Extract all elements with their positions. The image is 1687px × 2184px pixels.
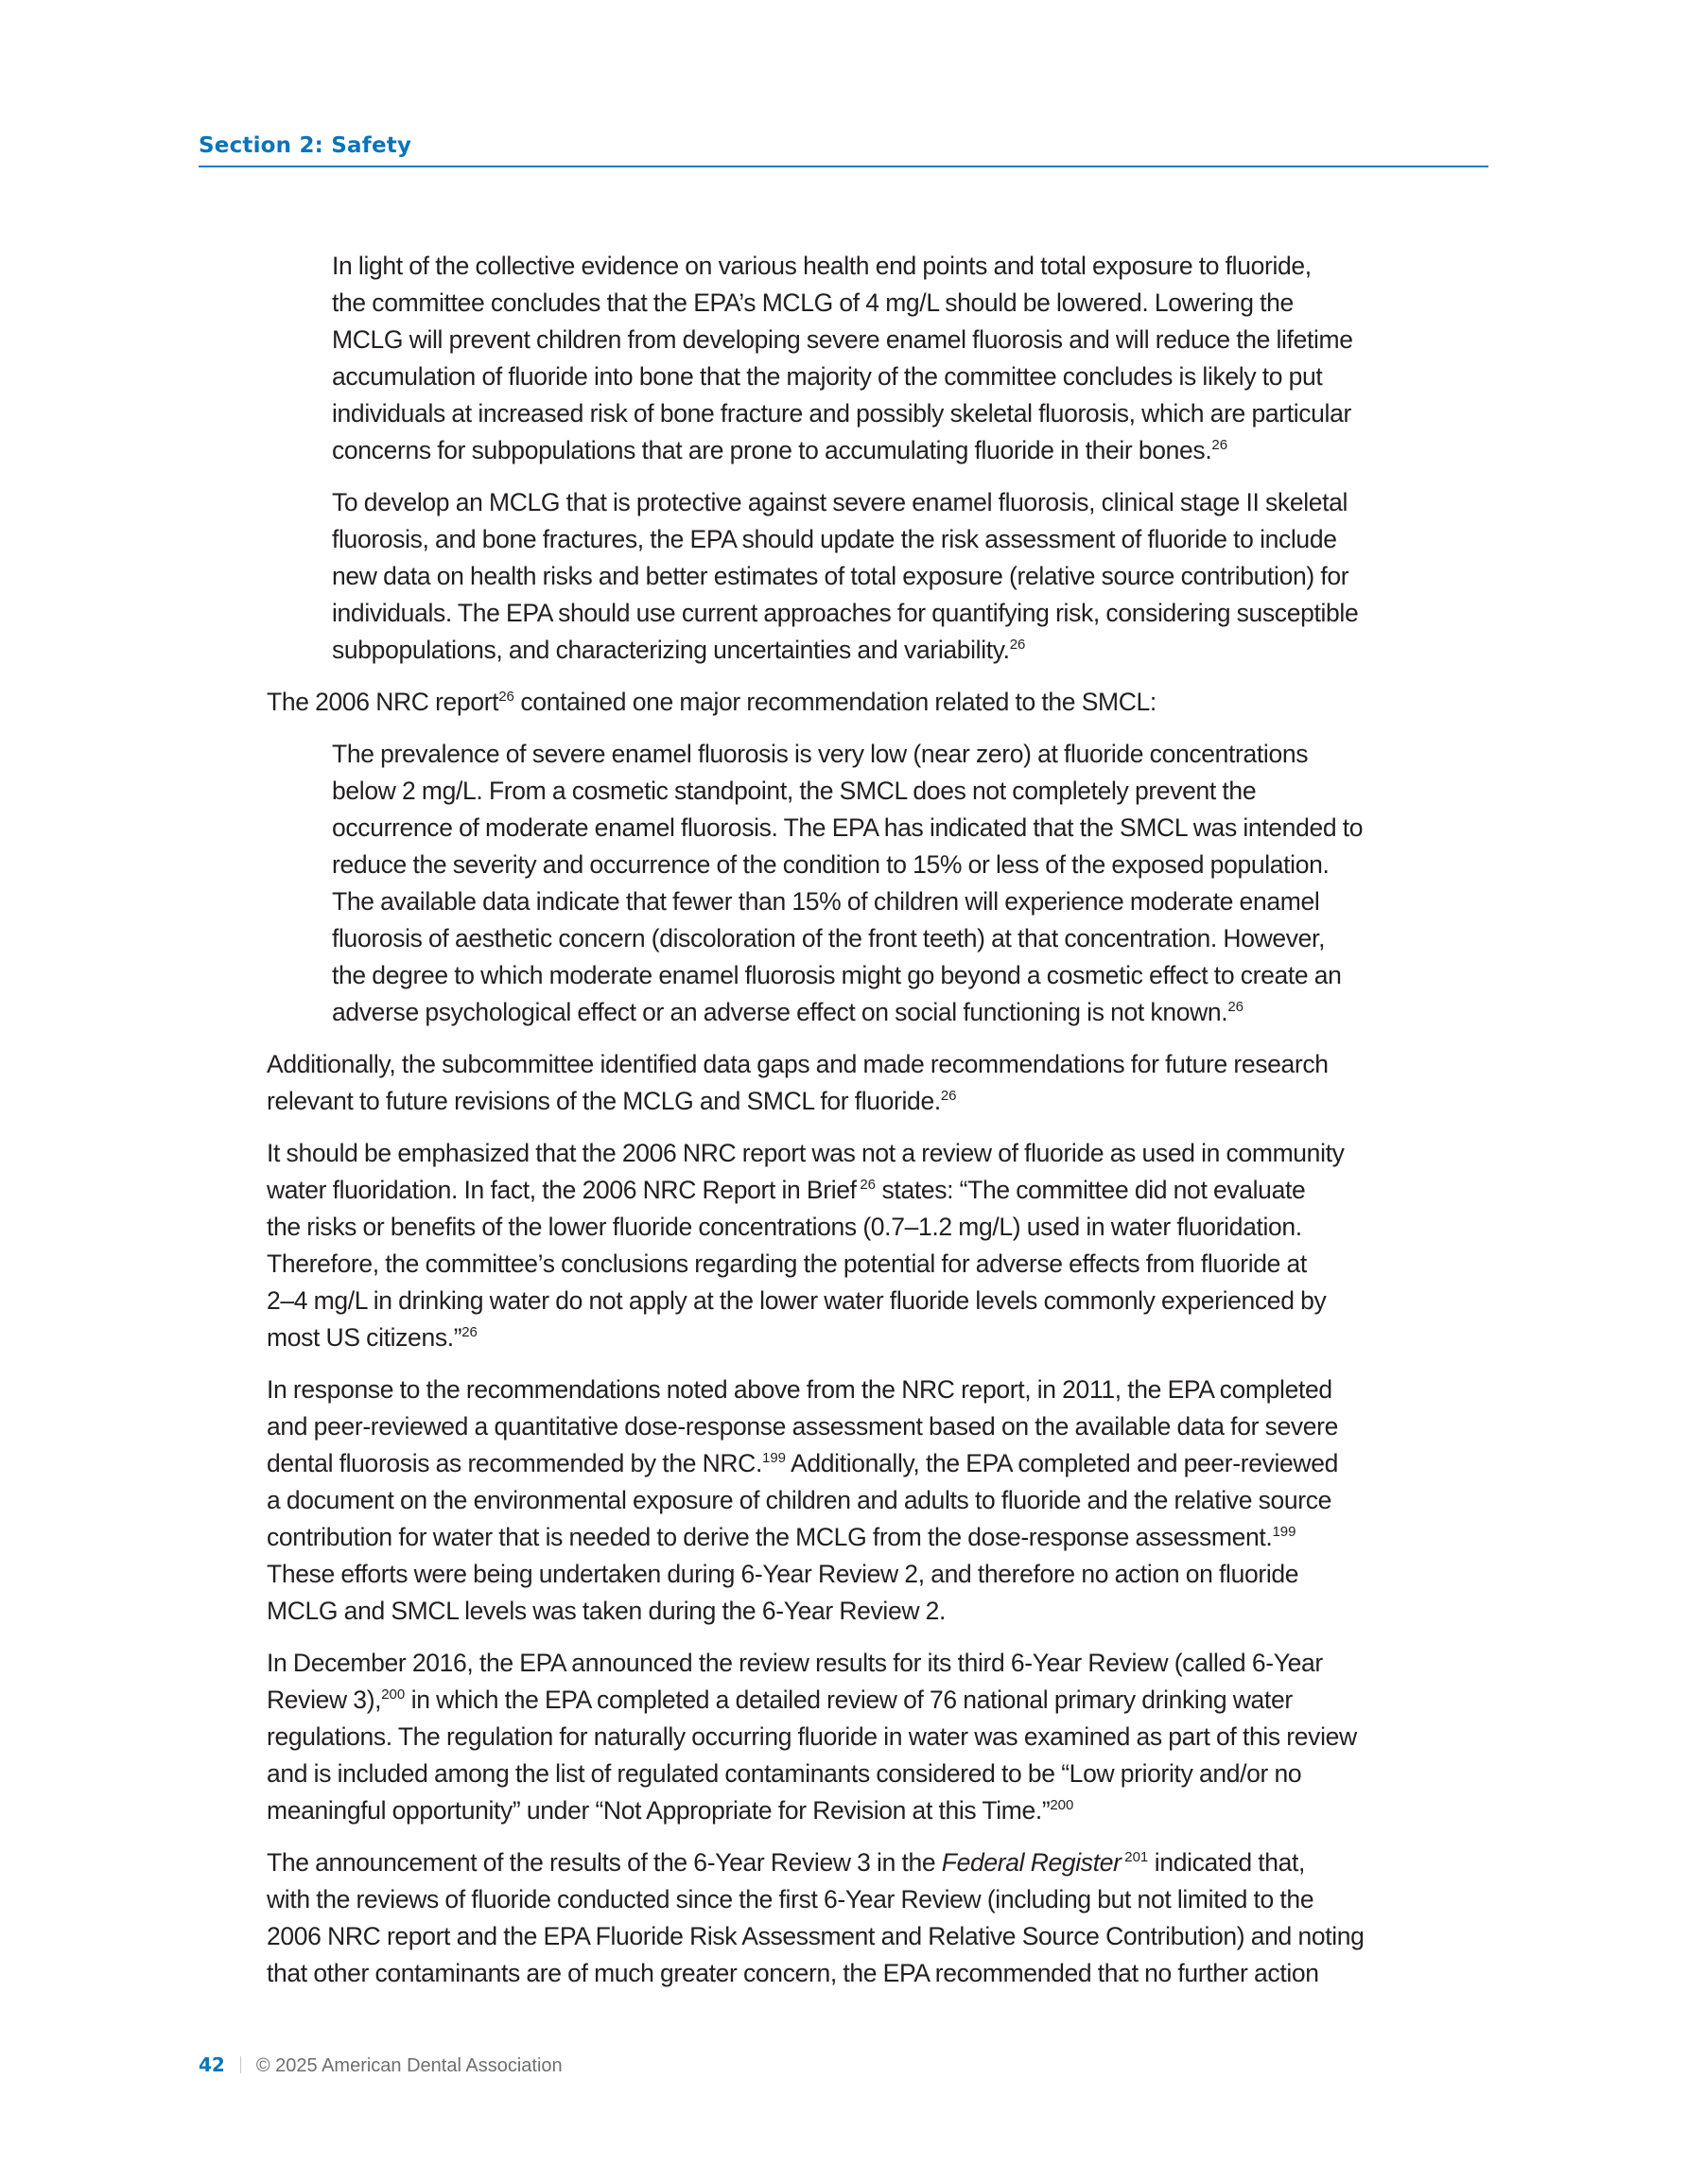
text-segment: states: “The committee did not evaluate <box>876 1176 1306 1204</box>
italic-text: Federal Register <box>941 1848 1122 1877</box>
text-segment: Additionally, the EPA completed and peer-reviewed <box>786 1449 1338 1477</box>
text-line <box>332 773 1487 810</box>
body-paragraph <box>267 1135 1487 1356</box>
block-quote <box>332 484 1487 669</box>
text-line <box>267 1482 1487 1519</box>
text-segment: In light of the collective evidence on various health end points and total exposure to fluoride, <box>332 252 1312 280</box>
citation-superscript: 26 <box>940 1088 957 1104</box>
body-paragraph <box>267 1372 1487 1630</box>
text-segment: MCLG and SMCL levels was taken during the 6-Year Review 2. <box>267 1597 947 1625</box>
text-line <box>267 1844 1487 1881</box>
text-segment: In December 2016, the EPA announced the review results for its third 6-Year Review (called 6-Year <box>267 1649 1323 1677</box>
text-segment: the committee concludes that the EPA’s MCLG of 4 mg/L should be lowered. Lowering the <box>332 288 1294 317</box>
text-line <box>267 1719 1487 1756</box>
text-segment: individuals at increased risk of bone fracture and possibly skeletal fluorosis, which are particular <box>332 399 1351 428</box>
text-segment: These efforts were being undertaken during 6-Year Review 2, and therefore no action on fluoride <box>267 1560 1299 1588</box>
text-line <box>332 248 1487 285</box>
text-segment: MCLG will prevent children from developing severe enamel fluorosis and will reduce the lifetime <box>332 325 1353 354</box>
text-segment: The 2006 NRC report <box>267 688 499 716</box>
text-line <box>332 810 1487 847</box>
citation-superscript: 26 <box>1009 637 1026 653</box>
text-line <box>267 1046 1487 1083</box>
page-footer <box>199 2053 563 2078</box>
text-segment: In response to the recommendations noted above from the NRC report, in 2011, the EPA completed <box>267 1375 1332 1404</box>
text-line <box>332 632 1487 669</box>
text-segment: reduce the severity and occurrence of the condition to 15% or less of the exposed population. <box>332 850 1330 879</box>
citation-superscript: 200 <box>1050 1797 1074 1813</box>
text-line <box>332 432 1487 469</box>
text-line <box>267 1283 1487 1319</box>
text-line <box>267 684 1487 721</box>
body-paragraph <box>267 1046 1487 1120</box>
text-line <box>267 1881 1487 1918</box>
page-number: 42 <box>199 2053 225 2076</box>
citation-superscript: 200 <box>381 1686 406 1703</box>
text-line <box>267 1445 1487 1482</box>
text-segment: The available data indicate that fewer than 15% of children will experience moderate enamel <box>332 887 1320 916</box>
document-body <box>267 248 1487 2007</box>
text-segment: individuals. The EPA should use current approaches for quantifying risk, considering susceptible <box>332 599 1359 627</box>
text-segment: adverse psychological effect or an adverse effect on social functioning is not known. <box>332 998 1228 1026</box>
text-segment: 2006 NRC report and the EPA Fluoride Risk Assessment and Relative Source Contribution) and noting <box>267 1922 1365 1950</box>
text-line <box>267 1918 1487 1955</box>
text-line <box>267 1756 1487 1792</box>
text-line <box>332 285 1487 322</box>
text-line <box>332 484 1487 521</box>
body-paragraph <box>267 1844 1487 1992</box>
text-line <box>267 1792 1487 1829</box>
text-line <box>332 358 1487 395</box>
text-line <box>332 847 1487 883</box>
text-segment: meaningful opportunity” under “Not Appropriate for Revision at this Time.” <box>267 1796 1051 1825</box>
text-segment: that other contaminants are of much greater concern, the EPA recommended that no further action <box>267 1959 1319 1987</box>
text-line <box>267 1372 1487 1408</box>
citation-superscript: 26 <box>1227 999 1244 1015</box>
text-segment: dental fluorosis as recommended by the NRC. <box>267 1449 762 1477</box>
text-line <box>332 595 1487 632</box>
section-title: Section 2: Safety <box>199 133 412 158</box>
copyright-text: © 2025 American Dental Association <box>255 2055 563 2076</box>
header-divider <box>199 166 1488 167</box>
text-line <box>332 883 1487 920</box>
citation-superscript: 199 <box>761 1450 787 1466</box>
text-segment: with the reviews of fluoride conducted since the first 6-Year Review (including but not limited to the <box>267 1885 1314 1913</box>
text-segment: below 2 mg/L. From a cosmetic standpoint, the SMCL does not completely prevent the <box>332 777 1257 805</box>
text-segment: indicated that, <box>1148 1848 1306 1877</box>
citation-superscript: 26 <box>498 689 514 705</box>
text-segment: accumulation of fluoride into bone that the majority of the committee concludes is likely to put <box>332 362 1323 391</box>
text-segment: 2–4 mg/L in drinking water do not apply at the lower water fluoride levels commonly experienced by <box>267 1286 1327 1315</box>
text-segment: the degree to which moderate enamel fluorosis might go beyond a cosmetic effect to create an <box>332 961 1342 989</box>
text-segment: a document on the environmental exposure of children and adults to fluoride and the relative source <box>267 1486 1332 1514</box>
text-segment: It should be emphasized that the 2006 NRC report was not a review of fluoride as used in community <box>267 1139 1345 1167</box>
text-segment: regulations. The regulation for naturally occurring fluoride in water was examined as part of this review <box>267 1722 1357 1751</box>
citation-superscript: 26 <box>856 1177 877 1193</box>
text-segment: in which the EPA completed a detailed review of 76 national primary drinking water <box>405 1686 1293 1714</box>
text-line <box>332 558 1487 595</box>
text-line <box>267 1172 1487 1209</box>
text-line <box>267 1645 1487 1682</box>
text-segment: most US citizens.” <box>267 1323 462 1352</box>
page-header <box>199 132 1488 159</box>
text-line <box>267 1955 1487 1992</box>
text-segment: The prevalence of severe enamel fluorosis is very low (near zero) at fluoride concentrations <box>332 740 1309 768</box>
text-segment: Therefore, the committee’s conclusions regarding the potential for adverse effects from fluoride at <box>267 1249 1307 1278</box>
text-segment: the risks or benefits of the lower fluoride concentrations (0.7–1.2 mg/L) used in water fluoridation. <box>267 1213 1302 1241</box>
text-segment: occurrence of moderate enamel fluorosis. The EPA has indicated that the SMCL was intended to <box>332 813 1364 842</box>
text-line <box>267 1209 1487 1246</box>
text-segment: Review 3), <box>267 1686 382 1714</box>
text-line <box>267 1408 1487 1445</box>
citation-superscript: 26 <box>1211 437 1228 453</box>
citation-superscript: 201 <box>1121 1849 1149 1865</box>
text-segment: and peer-reviewed a quantitative dose-response assessment based on the available data for severe <box>267 1412 1339 1441</box>
text-segment: concerns for subpopulations that are prone to accumulating fluoride in their bones. <box>332 436 1212 464</box>
text-line <box>332 322 1487 358</box>
text-segment: water fluoridation. In fact, the 2006 NRC Report in Brief <box>267 1176 857 1204</box>
text-line <box>332 395 1487 432</box>
text-line <box>267 1135 1487 1172</box>
body-paragraph <box>267 1645 1487 1829</box>
block-quote <box>332 736 1487 1031</box>
text-line <box>332 920 1487 957</box>
citation-superscript: 199 <box>1272 1524 1296 1540</box>
text-segment: To develop an MCLG that is protective against severe enamel fluorosis, clinical stage II skeletal <box>332 488 1348 516</box>
text-segment: Additionally, the subcommittee identified data gaps and made recommendations for future research <box>267 1050 1329 1078</box>
text-line <box>267 1519 1487 1556</box>
body-paragraph <box>267 684 1487 721</box>
text-line <box>267 1556 1487 1593</box>
text-segment: contribution for water that is needed to derive the MCLG from the dose-response assessment. <box>267 1523 1273 1551</box>
text-line <box>267 1083 1487 1120</box>
text-line <box>332 994 1487 1031</box>
text-line <box>267 1319 1487 1356</box>
text-segment: and is included among the list of regulated contaminants considered to be “Low priority and/or no <box>267 1759 1302 1788</box>
text-segment: contained one major recommendation related to the SMCL: <box>513 688 1157 716</box>
text-segment: relevant to future revisions of the MCLG and SMCL for fluoride. <box>267 1087 941 1115</box>
block-quote <box>332 248 1487 469</box>
text-segment: The announcement of the results of the 6-Year Review 3 in the <box>267 1848 942 1877</box>
text-line <box>332 736 1487 773</box>
text-line <box>267 1682 1487 1719</box>
text-line <box>267 1246 1487 1283</box>
text-line <box>332 957 1487 994</box>
text-segment: new data on health risks and better estimates of total exposure (relative source contribution) for <box>332 562 1349 590</box>
text-segment: fluorosis of aesthetic concern (discoloration of the front teeth) at that concentration. However, <box>332 924 1326 952</box>
text-line <box>267 1593 1487 1630</box>
text-line <box>332 521 1487 558</box>
text-segment: fluorosis, and bone fractures, the EPA should update the risk assessment of fluoride to include <box>332 525 1337 553</box>
citation-superscript: 26 <box>461 1324 478 1340</box>
footer-separator <box>240 2056 241 2073</box>
text-segment: subpopulations, and characterizing uncertainties and variability. <box>332 636 1010 664</box>
